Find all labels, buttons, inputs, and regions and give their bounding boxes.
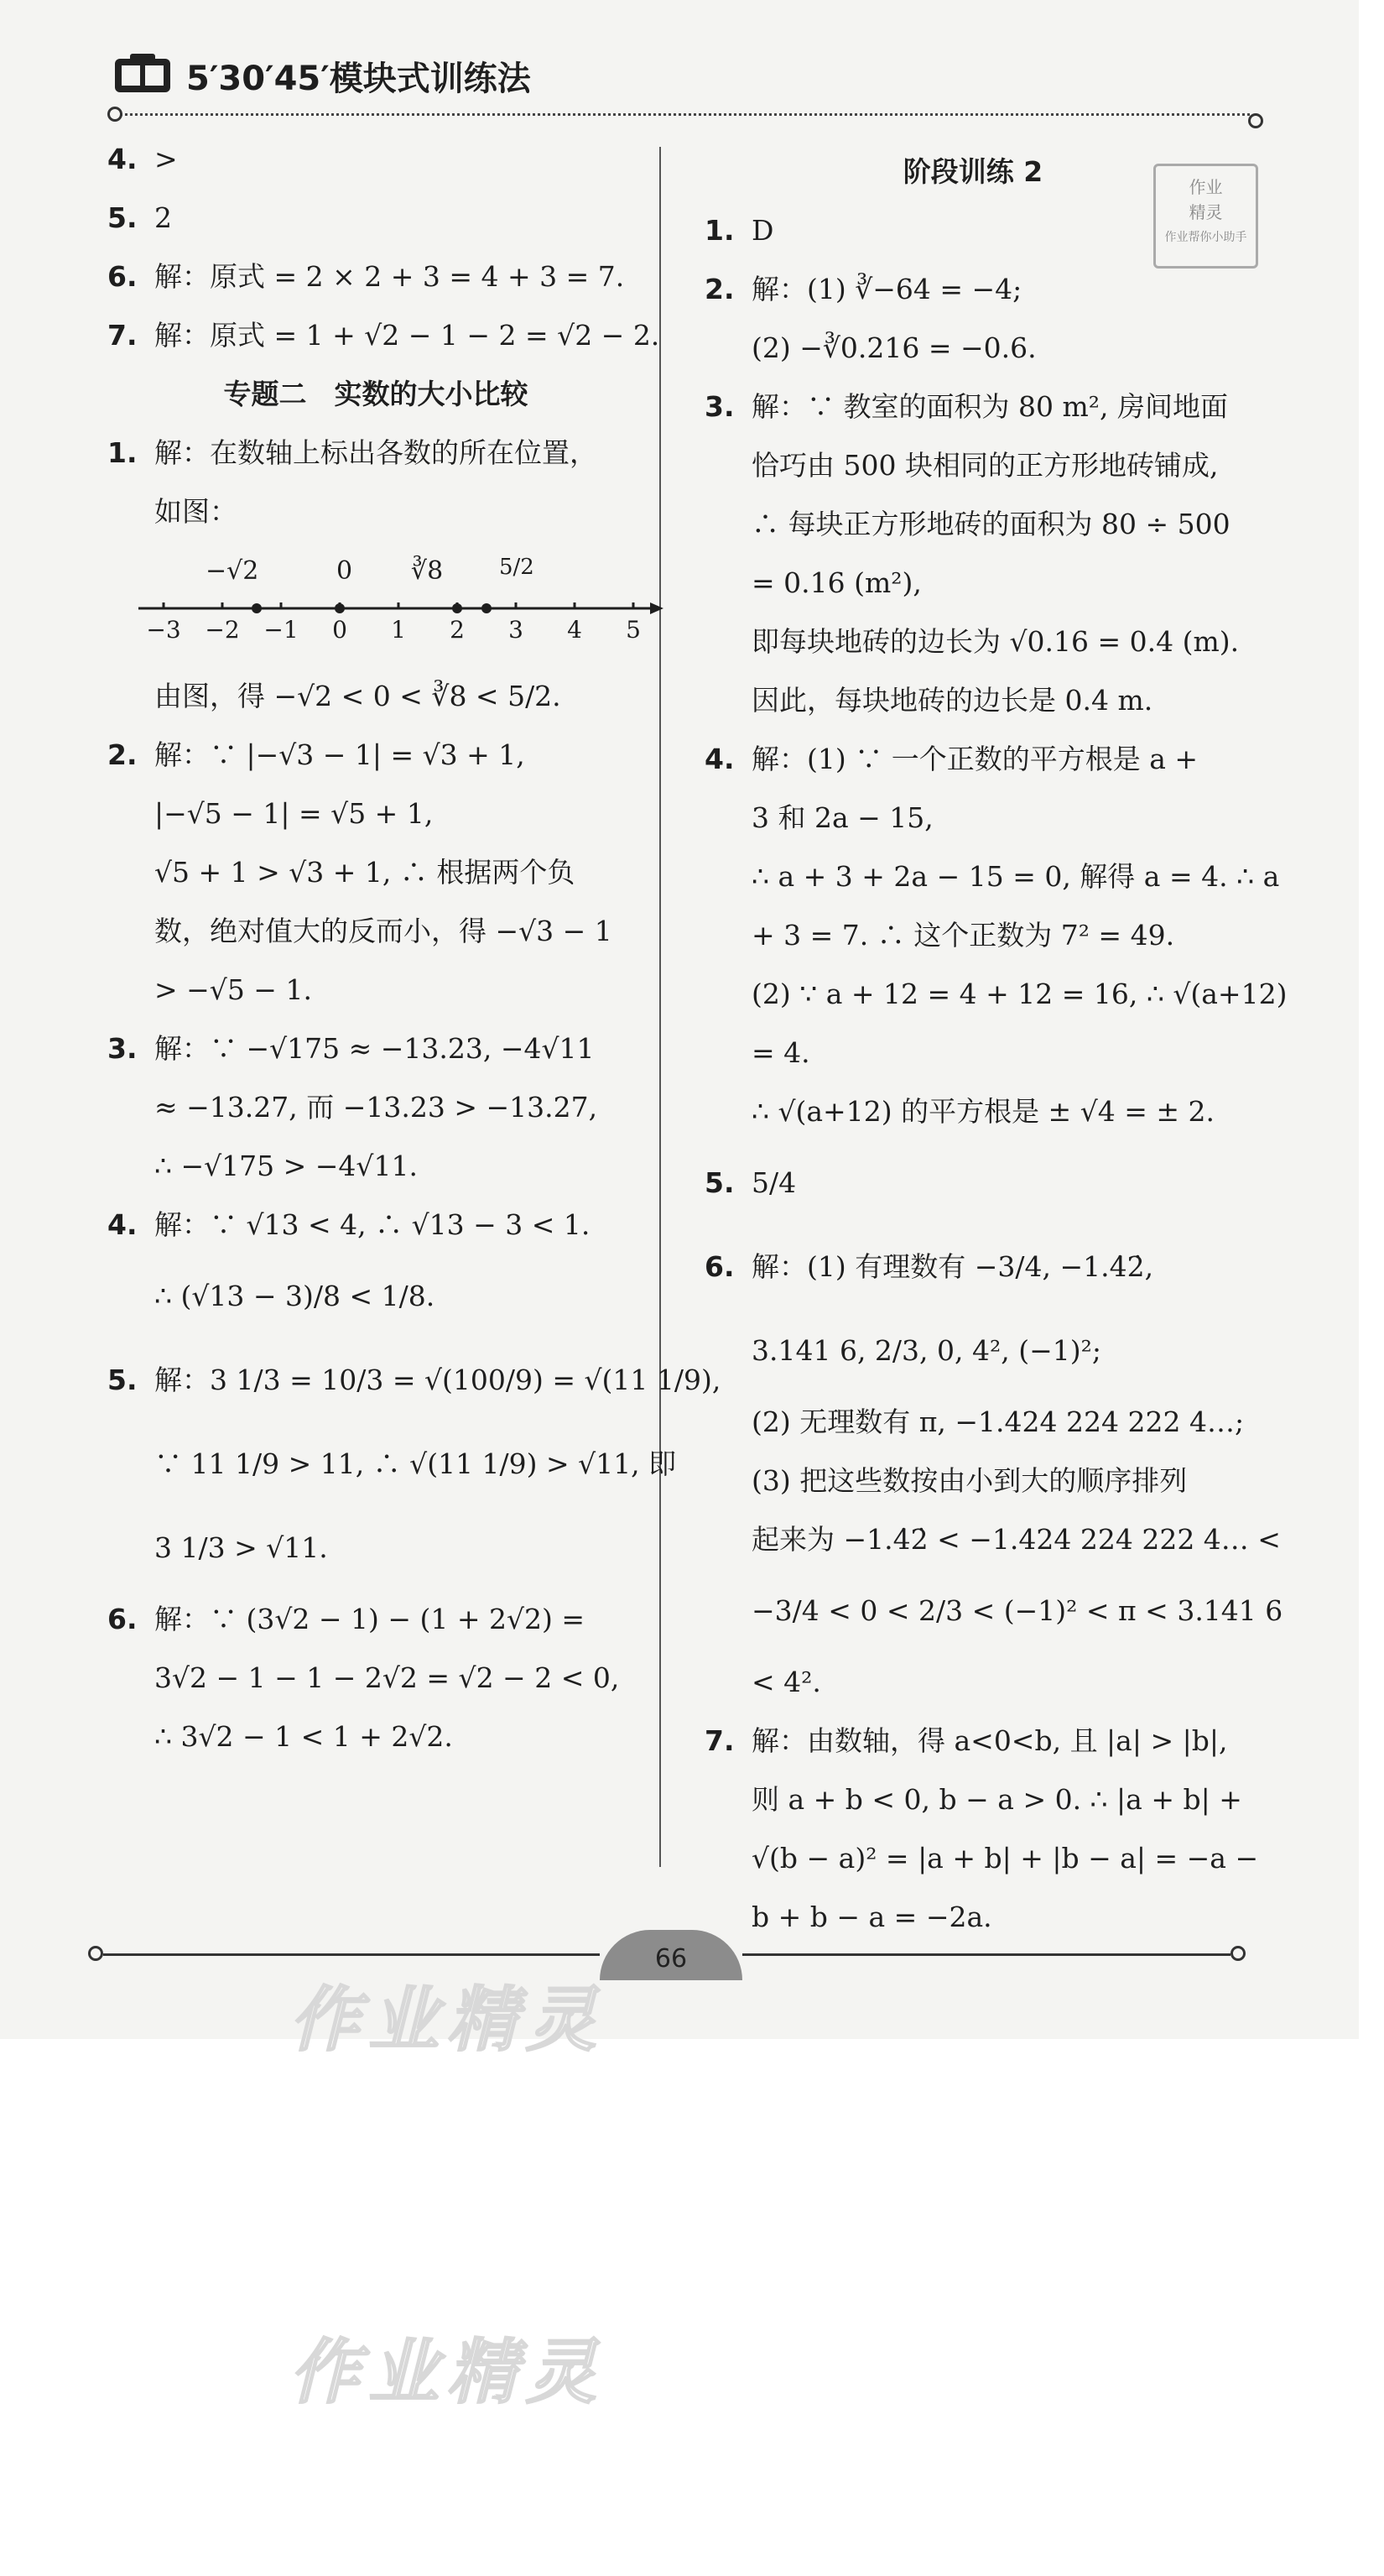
tick-label: 1 — [391, 616, 406, 644]
item-text: 解：在数轴上标出各数的所在位置， — [154, 436, 597, 469]
answer-line: ≈ −13.27, 而 −13.23 > −13.27, — [154, 1091, 598, 1124]
item-text: 解：原式 = 1 + √2 − 1 − 2 = √2 − 2. — [154, 319, 660, 352]
answer-item — [705, 730, 1241, 789]
answer-item — [107, 1590, 644, 1649]
tick-label: −1 — [263, 616, 299, 644]
answer-line: 恰巧由 500 块相同的正方形地砖铺成, — [752, 449, 1219, 482]
footer-rule-right — [742, 1953, 1231, 1956]
answer-item — [107, 130, 644, 189]
answer-line: 因此，每块地砖的边长是 0.4 m. — [752, 684, 1153, 717]
answer-line: 3 和 2a − 15, — [752, 801, 934, 834]
item-number: 5. — [107, 201, 138, 234]
answer-line: ∴ √(a+12) 的平方根是 ± √4 = ± 2. — [752, 1095, 1215, 1128]
item-text: 解：∵ √13 < 4, ∴ √13 − 3 < 1. — [154, 1208, 591, 1241]
section-heading: 专题二 实数的大小比较 — [223, 378, 528, 410]
item-number: 3. — [705, 390, 735, 423]
item-text: 解：原式 = 2 × 2 + 3 = 4 + 3 = 7. — [154, 260, 625, 293]
answer-line: < 4². — [752, 1666, 821, 1698]
page-number: 66 — [600, 1930, 742, 1980]
answer-line: 3.141 6, 2/3, 0, 4², (−1)²; — [752, 1334, 1101, 1367]
answer-line: = 0.16 (m²), — [752, 566, 922, 599]
answer-line: √(b − a)² = |a + b| + |b − a| = −a − — [752, 1842, 1259, 1875]
item-number: 6. — [107, 260, 138, 293]
point-neg-sqrt2 — [252, 603, 262, 613]
answer-item — [705, 1141, 1241, 1225]
section-heading: 阶段训练 2 — [903, 155, 1043, 188]
answer-line: ∴ 3√2 − 1 < 1 + 2√2. — [154, 1720, 453, 1753]
answer-line: (2) 无理数有 π, −1.424 224 222 4…; — [752, 1405, 1245, 1438]
item-text: 解：(1) 有理数有 −3/4, −1.4̇2̇, — [752, 1250, 1154, 1283]
item-number: 6. — [107, 1603, 138, 1635]
answer-line: (2) −∛0.216 = −0.6. — [752, 331, 1037, 364]
header-divider — [116, 113, 1250, 116]
answer-item — [107, 248, 644, 306]
answer-line: 3 1/3 > √11. — [154, 1531, 328, 1564]
item-number: 7. — [107, 319, 138, 352]
answer-line: ∴ 每块正方形地砖的面积为 80 ÷ 500 — [752, 508, 1231, 540]
item-text: 解：∵ −√175 ≈ −13.23, −4√11 — [154, 1032, 595, 1065]
answer-line: ∴ −√175 > −4√11. — [154, 1150, 418, 1182]
tick-label: −2 — [205, 616, 240, 644]
point-five-halves — [481, 603, 492, 613]
item-text: 解：(1) ∛−64 = −4; — [752, 273, 1022, 305]
answer-item — [107, 1196, 644, 1254]
answer-item — [107, 189, 644, 248]
item-text: 解：∵ (3√2 − 1) − (1 + 2√2) = — [154, 1603, 585, 1635]
answer-line: ∴ (√13 − 3)/8 < 1/8. — [154, 1280, 435, 1312]
footer-rule-left — [103, 1953, 600, 1956]
book-logo-icon — [113, 52, 172, 96]
answer-line: −3/4 < 0 < 2/3 < (−1)² < π < 3.141 6 — [752, 1594, 1283, 1627]
header-rule-left-dot — [107, 107, 122, 122]
watermark-text: 作业精灵 — [289, 1979, 606, 2061]
answer-item — [705, 1712, 1241, 1770]
item-number: 5. — [705, 1166, 735, 1199]
answer-line: 由图，得 −√2 < 0 < ∛8 < 5/2. — [154, 680, 561, 712]
item-number: 4. — [107, 143, 138, 175]
tick-label: −3 — [146, 616, 181, 644]
item-text: > — [154, 143, 178, 175]
number-line-label: ∛8 — [411, 556, 444, 586]
answer-item — [107, 726, 644, 785]
number-line-figure — [130, 545, 667, 646]
column-divider — [659, 147, 661, 1867]
item-number: 5. — [107, 1364, 138, 1396]
answer-line: (2) ∵ a + 12 = 4 + 12 = 16, ∴ √(a+12) — [752, 978, 1288, 1010]
answer-item — [107, 1338, 721, 1422]
answer-line: 如图： — [154, 495, 237, 528]
tick-label: 0 — [332, 616, 347, 644]
item-text: 解：∵ |−√3 − 1| = √3 + 1, — [154, 738, 525, 771]
answer-item — [705, 1225, 1241, 1309]
answer-item — [107, 424, 644, 482]
item-number: 4. — [107, 1208, 138, 1241]
number-line-label: −√2 — [206, 556, 259, 586]
left-column — [107, 130, 721, 1766]
footer-left-dot — [88, 1946, 103, 1961]
answer-item — [107, 306, 660, 365]
stamp-line1: 作业 — [1189, 177, 1223, 197]
answer-line: 即每块地砖的边长为 √0.16 = 0.4 (m). — [752, 625, 1240, 658]
answer-line: + 3 = 7. ∴ 这个正数为 7² = 49. — [752, 919, 1175, 952]
answer-line: ∵ 11 1/9 > 11, ∴ √(11 1/9) > √11, 即 — [154, 1447, 677, 1480]
answer-line: √5 + 1 > √3 + 1, ∴ 根据两个负 — [154, 856, 575, 889]
answer-item — [107, 1019, 644, 1078]
number-line-label: 0 — [336, 556, 353, 586]
number-line-label: 5/2 — [499, 555, 534, 580]
item-text: 解：∵ 教室的面积为 80 m², 房间地面 — [752, 390, 1228, 423]
item-number: 1. — [705, 214, 735, 247]
tick-label: 4 — [567, 616, 582, 644]
item-number: 6. — [705, 1250, 735, 1283]
answer-item — [705, 201, 1241, 260]
answer-line: ∴ a + 3 + 2a − 15 = 0, 解得 a = 4. ∴ a — [752, 860, 1280, 893]
header-rule-right-dot — [1248, 113, 1263, 128]
point-zero — [335, 603, 345, 613]
item-number: 3. — [107, 1032, 138, 1065]
stamp-line3: 作业帮你小助手 — [1164, 231, 1247, 244]
tick-label: 5 — [626, 616, 641, 644]
item-text: 解：由数轴，得 a<0<b, 且 |a| > |b|, — [752, 1724, 1228, 1757]
answer-line: 起来为 −1.4̇2̇ < −1.424 224 222 4… < — [752, 1523, 1281, 1556]
item-number: 7. — [705, 1724, 735, 1757]
item-text: D — [752, 214, 774, 247]
page-footer — [88, 1930, 1246, 1980]
header-title: 5′30′45′模块式训练法 — [186, 60, 531, 98]
answer-line: 则 a + b < 0, b − a > 0. ∴ |a + b| + — [752, 1783, 1242, 1816]
item-number: 1. — [107, 436, 138, 469]
answer-line: = 4. — [752, 1036, 810, 1069]
footer-right-dot — [1231, 1946, 1246, 1961]
watermark-text: 作业精灵 — [289, 2331, 606, 2413]
answer-line: (3) 把这些数按由小到大的顺序排列 — [752, 1464, 1188, 1497]
right-column — [705, 143, 1288, 1947]
item-text: 解：3 1/3 = 10/3 = √(100/9) = √(11 1/9), — [154, 1364, 721, 1396]
answer-line: 3√2 − 1 − 1 − 2√2 = √2 − 2 < 0, — [154, 1661, 620, 1694]
answer-item — [705, 378, 1241, 436]
point-cbrt8 — [452, 603, 462, 613]
item-text: 2 — [154, 201, 172, 234]
answer-line: 数，绝对值大的反而小，得 −√3 − 1 — [154, 915, 612, 947]
item-number: 2. — [107, 738, 138, 771]
item-number: 4. — [705, 743, 735, 775]
answer-line: b + b − a = −2a. — [752, 1901, 992, 1933]
answer-item — [705, 260, 1241, 319]
tick-label: 3 — [508, 616, 523, 644]
item-text: 解：(1) ∵ 一个正数的平方根是 a + — [752, 743, 1199, 775]
answer-line: |−√5 − 1| = √5 + 1, — [154, 797, 434, 830]
tick-label: 2 — [450, 616, 465, 644]
answer-line: > −√5 − 1. — [154, 973, 312, 1006]
item-text: 5/4 — [752, 1166, 797, 1199]
stamp-line2: 精灵 — [1189, 202, 1223, 222]
item-number: 2. — [705, 273, 735, 305]
